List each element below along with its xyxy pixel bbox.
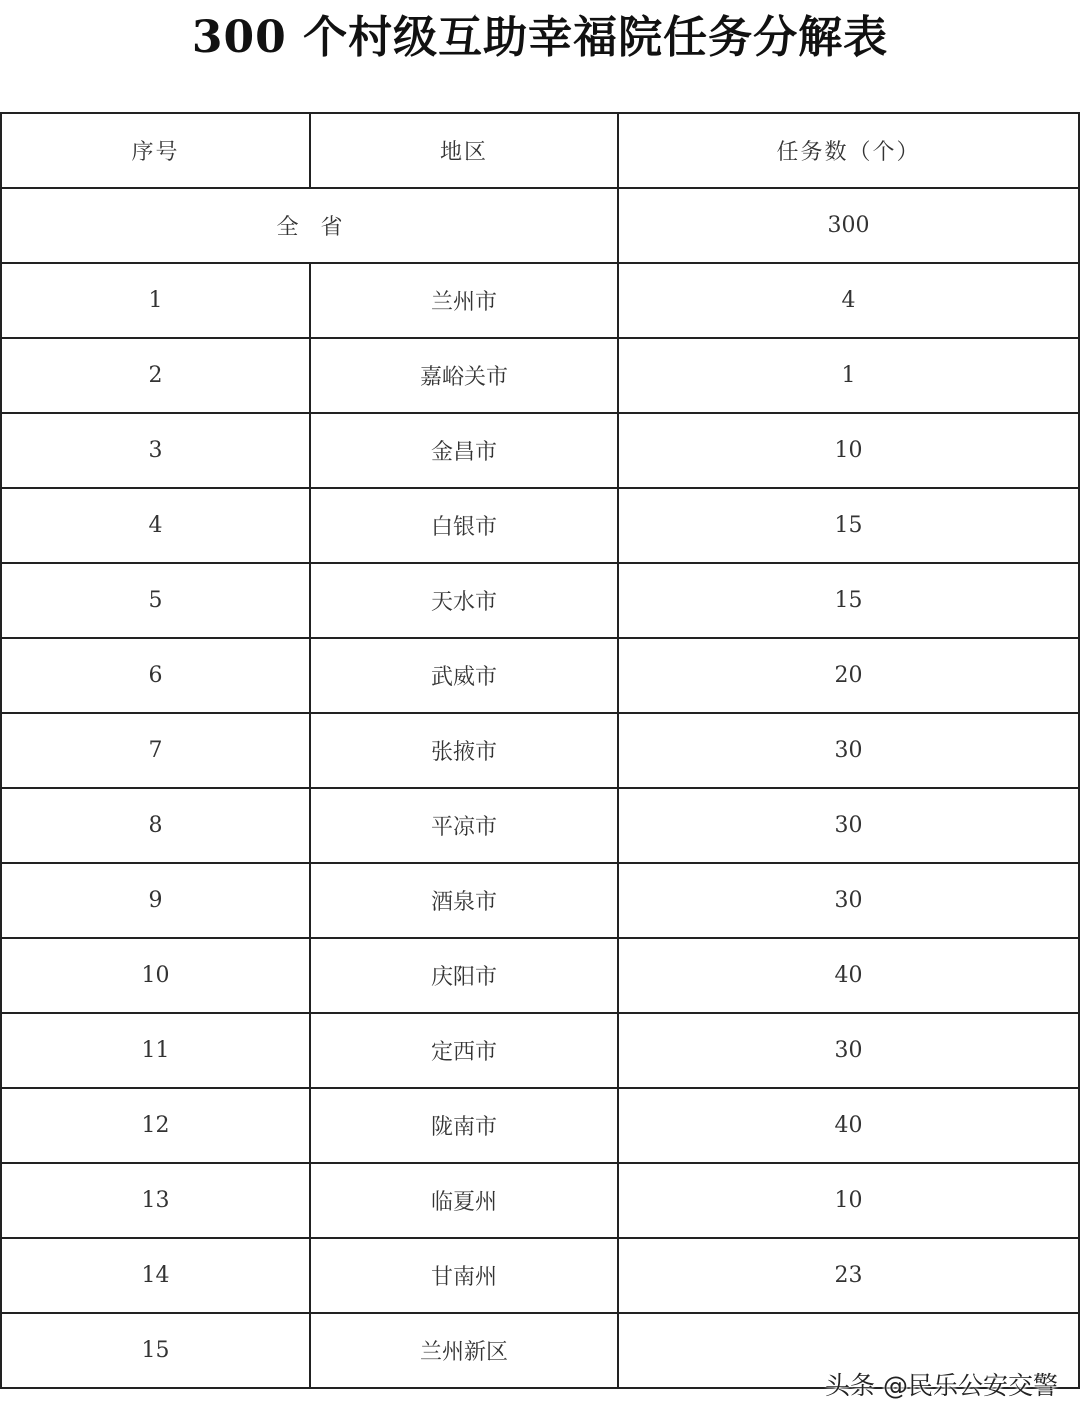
row-count: 30 — [618, 1013, 1079, 1088]
row-region: 平凉市 — [310, 788, 618, 863]
row-count: 1 — [618, 338, 1079, 413]
row-index: 3 — [1, 413, 310, 488]
row-count: 20 — [618, 638, 1079, 713]
row-index: 12 — [1, 1088, 310, 1163]
table-row — [1, 788, 1079, 863]
row-index: 14 — [1, 1238, 310, 1313]
table-row — [1, 1163, 1079, 1238]
row-region: 嘉峪关市 — [310, 338, 618, 413]
document-title: 300 个村级互助幸福院任务分解表 — [191, 12, 889, 63]
row-count: 15 — [618, 563, 1079, 638]
row-region: 甘南州 — [310, 1238, 618, 1313]
table-row — [1, 563, 1079, 638]
row-index: 10 — [1, 938, 310, 1013]
table-row — [1, 263, 1079, 338]
table-row — [1, 488, 1079, 563]
row-region: 天水市 — [310, 563, 618, 638]
table-total-row — [1, 188, 1079, 263]
table-row — [1, 1088, 1079, 1163]
table-row — [1, 713, 1079, 788]
row-count: 40 — [618, 1088, 1079, 1163]
watermark: 头条 @民乐公安交警 — [825, 1371, 1058, 1400]
table-row — [1, 863, 1079, 938]
row-count: 10 — [618, 1163, 1079, 1238]
task-table — [0, 112, 1080, 1389]
row-index: 2 — [1, 338, 310, 413]
row-region: 金昌市 — [310, 413, 618, 488]
row-count: 23 — [618, 1238, 1079, 1313]
table-row — [1, 1238, 1079, 1313]
row-region: 兰州市 — [310, 263, 618, 338]
row-region: 张掖市 — [310, 713, 618, 788]
header-count: 任务数（个） — [618, 113, 1079, 188]
table-row — [1, 938, 1079, 1013]
table-row — [1, 1013, 1079, 1088]
row-index: 5 — [1, 563, 310, 638]
row-index: 13 — [1, 1163, 310, 1238]
row-region: 陇南市 — [310, 1088, 618, 1163]
row-index: 8 — [1, 788, 310, 863]
row-count: 40 — [618, 938, 1079, 1013]
row-count: 10 — [618, 413, 1079, 488]
total-label: 全 省 — [1, 188, 618, 263]
table-row — [1, 338, 1079, 413]
row-count: 15 — [618, 488, 1079, 563]
header-region: 地区 — [310, 113, 618, 188]
row-region: 定西市 — [310, 1013, 618, 1088]
row-index: 7 — [1, 713, 310, 788]
row-index: 6 — [1, 638, 310, 713]
row-count: 30 — [618, 713, 1079, 788]
row-region: 临夏州 — [310, 1163, 618, 1238]
row-region: 酒泉市 — [310, 863, 618, 938]
row-count: 30 — [618, 863, 1079, 938]
row-index: 15 — [1, 1313, 310, 1388]
row-index: 11 — [1, 1013, 310, 1088]
table-row — [1, 638, 1079, 713]
row-region: 白银市 — [310, 488, 618, 563]
table-header-row — [1, 113, 1079, 188]
header-index: 序号 — [1, 113, 310, 188]
row-index: 9 — [1, 863, 310, 938]
total-count: 300 — [618, 188, 1079, 263]
row-region: 庆阳市 — [310, 938, 618, 1013]
row-region: 兰州新区 — [310, 1313, 618, 1388]
row-count: 4 — [618, 263, 1079, 338]
row-count: 30 — [618, 788, 1079, 863]
row-index: 4 — [1, 488, 310, 563]
row-region: 武威市 — [310, 638, 618, 713]
row-index: 1 — [1, 263, 310, 338]
table-row — [1, 413, 1079, 488]
